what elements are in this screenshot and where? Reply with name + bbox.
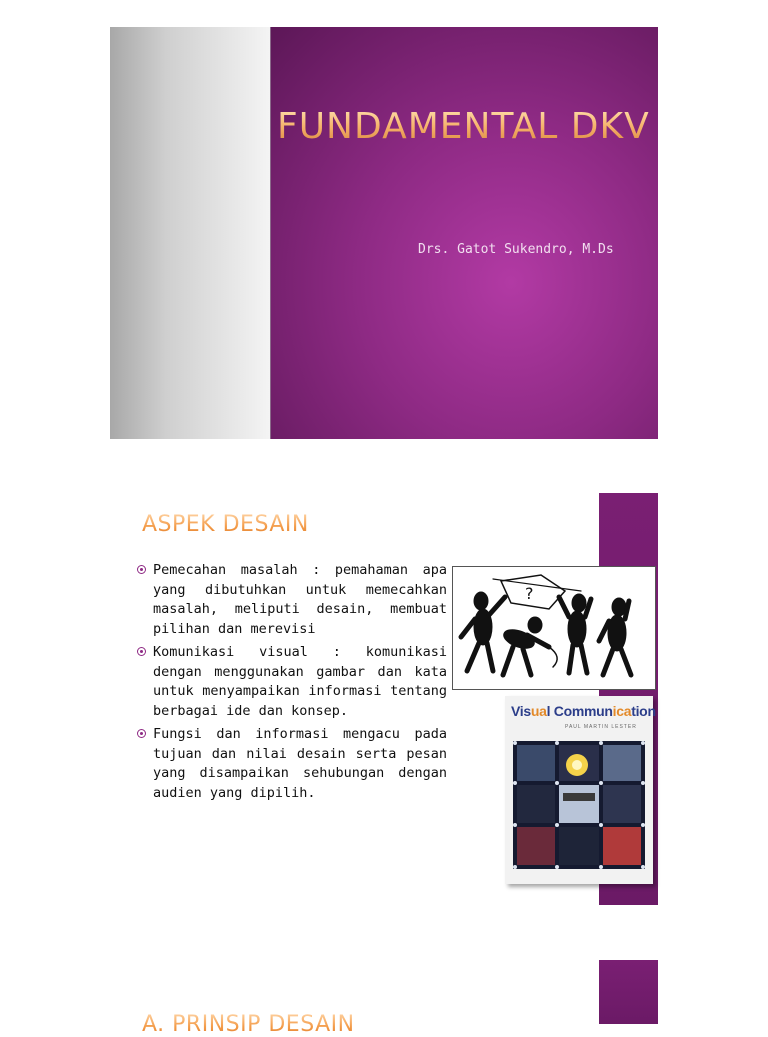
stick-figures-icon xyxy=(453,567,655,689)
bullet-icon xyxy=(137,647,146,656)
svg-text:?: ? xyxy=(525,584,534,603)
slide-title: FUNDAMENTAL DKV xyxy=(277,106,650,147)
slide-gray-panel xyxy=(110,27,270,439)
slide-purple-bar xyxy=(599,960,658,1024)
book-cover-art xyxy=(513,741,645,869)
slide-heading: A. PRINSIP DESAIN xyxy=(142,1012,355,1037)
bullet-text: Pemecahan masalah : pemahaman apa yang dibutuhkan untuk memecahkan masalah, meliputi desain, membuat pilihan dan merevisi xyxy=(153,562,447,637)
slide-purple-panel xyxy=(271,27,658,439)
book-cover-image xyxy=(505,696,656,884)
list-item xyxy=(137,643,447,721)
list-item xyxy=(137,725,447,803)
bullet-text: Komunikasi visual : komunikasi dengan menggunakan gambar dan kata untuk menyampaikan informasi tentang berbagai ide dan konsep. xyxy=(153,644,447,719)
slide-author: Drs. Gatot Sukendro, M.Ds xyxy=(418,242,614,257)
people-question-illustration xyxy=(452,566,656,690)
bullet-text: Fungsi dan informasi mengacu pada tujuan dan nilai desain serta pesan yang disampaikan sehubungan dengan audien yang dipilih. xyxy=(153,726,447,801)
list-item xyxy=(137,561,447,639)
book-title: Visual Communication xyxy=(511,703,656,719)
bullet-list xyxy=(137,561,447,807)
title-slide xyxy=(110,27,658,439)
book-author: PAUL MARTIN LESTER xyxy=(565,724,637,730)
cover-collage-icon xyxy=(513,741,645,869)
slide-heading: ASPEK DESAIN xyxy=(142,512,309,537)
bullet-icon xyxy=(137,729,146,738)
bullet-icon xyxy=(137,565,146,574)
